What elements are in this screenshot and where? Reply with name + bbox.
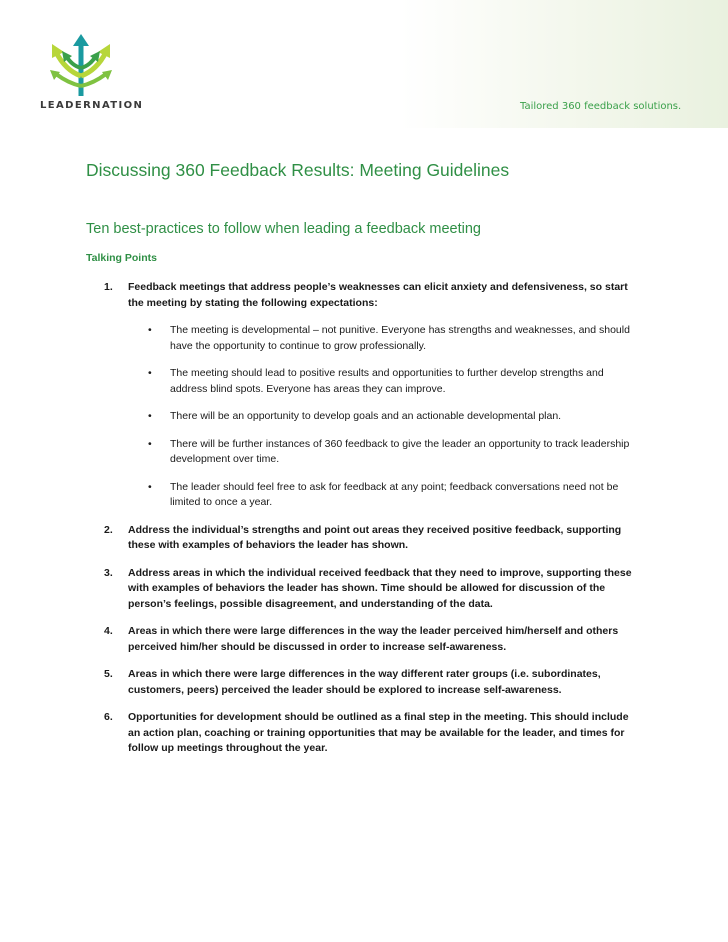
talking-point-number: 6. — [104, 711, 113, 723]
bullet-text: The leader should feel free to ask for feedback at any point; feedback conversations need not be limited to once a year. — [170, 480, 619, 508]
bullet-text: There will be an opportunity to develop goals and an actionable developmental plan. — [170, 410, 562, 422]
leadernation-logo-tree-icon — [44, 34, 118, 98]
section-label-talking-points: Talking Points — [86, 252, 157, 264]
expectation-bullet-item — [128, 323, 632, 354]
talking-point-text: Areas in which there were large differences in the way the leader perceived him/herself and others perceived him/her should be discussed in order to increase self-awareness. — [128, 625, 619, 653]
brand-wordmark: LEADERNATION — [40, 100, 144, 111]
document-title: Discussing 360 Feedback Results: Meeting Guidelines — [86, 160, 510, 180]
brand-tagline: Tailored 360 feedback solutions. — [520, 101, 682, 112]
talking-point-number: 2. — [104, 523, 113, 536]
expectation-bullet-item — [128, 409, 632, 425]
bullet-marker: • — [148, 480, 152, 493]
talking-point-1 — [86, 280, 632, 511]
bullet-marker: • — [148, 324, 152, 336]
talking-point-number: 1. — [104, 281, 113, 293]
document-subtitle: Ten best-practices to follow when leading a feedback meeting — [86, 221, 481, 237]
talking-point-5 — [86, 667, 632, 698]
talking-point-4 — [86, 624, 632, 655]
bullet-text: The meeting is developmental – not punitive. Everyone has strengths and weaknesses, and should have the opportunity to continue to grow professionally. — [170, 324, 630, 352]
talking-point-text: Address the individual’s strengths and point out areas they received positive feedback, supporting these with examples of behaviors the leader has shown. — [128, 523, 622, 551]
talking-point-text: Opportunities for development should be outlined as a final step in the meeting. This should include an action plan, coaching or training opportunities that may be available for the leader, and times for follow up meetings throughout the year. — [128, 711, 629, 754]
talking-point-2 — [86, 523, 632, 554]
expectations-bullet-list — [128, 323, 632, 511]
bullet-marker: • — [148, 367, 152, 379]
expectation-bullet-item — [128, 480, 632, 511]
expectation-bullet-item — [128, 366, 632, 397]
bullet-text: There will be further instances of 360 feedback to give the leader an opportunity to track leadership development over time. — [170, 437, 630, 465]
talking-point-number: 4. — [104, 625, 113, 637]
expectation-bullet-item — [128, 437, 632, 468]
talking-point-text: Areas in which there were large differences in the way different rater groups (i.e. subordinates, customers, peers) perceived the leader should be explored to increase self-awareness. — [128, 668, 601, 696]
talking-point-number: 3. — [104, 566, 113, 579]
talking-point-number: 5. — [104, 668, 113, 680]
bullet-text: The meeting should lead to positive results and opportunities to further develop strengths and address blind spots. Everyone has areas they can improve. — [170, 367, 604, 395]
bullet-marker: • — [148, 410, 152, 422]
bullet-marker: • — [148, 437, 152, 450]
page-header — [0, 0, 728, 128]
talking-point-6 — [86, 710, 632, 757]
talking-point-3 — [86, 566, 632, 613]
talking-points-list — [86, 280, 632, 769]
talking-point-text: Feedback meetings that address people’s weaknesses can elicit anxiety and defensiveness, so start the meeting by stating the following expectations: — [128, 281, 628, 309]
talking-point-text: Address areas in which the individual received feedback that they need to improve, supporting these with examples of behaviors the leader has shown. Time should be allowed for discussion of the person’s feelings, possible disagreement, and understanding of the data. — [128, 566, 632, 610]
